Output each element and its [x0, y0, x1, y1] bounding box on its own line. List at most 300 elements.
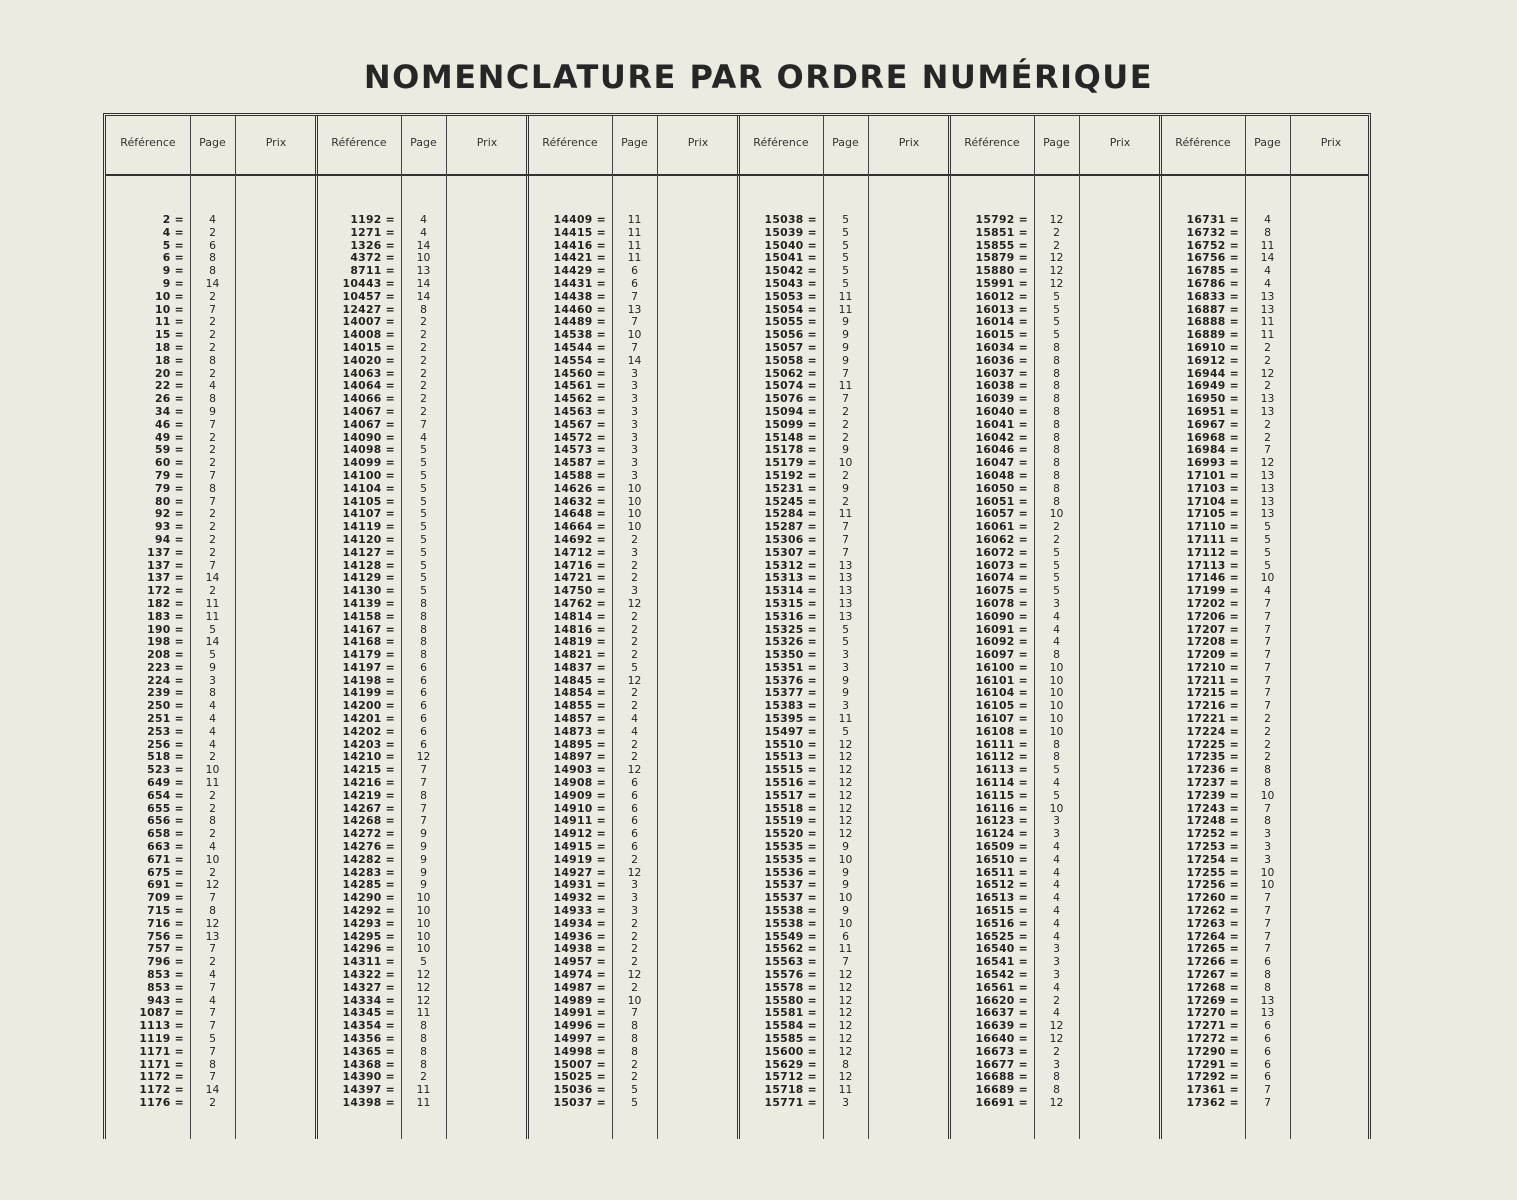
reference-cell: 656 = [147, 814, 184, 828]
page-cell: 12 [838, 968, 853, 982]
reference-cell: 250 = [147, 699, 184, 713]
reference-cell: 14099 = [342, 456, 395, 470]
reference-cell: 16038 = [975, 379, 1028, 393]
page-cell: 12 [838, 1070, 853, 1084]
page-cell: 5 [420, 571, 427, 585]
reference-cell: 17254 = [1186, 852, 1239, 866]
reference-cell: 16511 = [975, 865, 1028, 879]
page-cell: 4 [209, 968, 216, 982]
reference-cell: 15562 = [764, 942, 817, 956]
page-cell: 3 [631, 379, 638, 393]
reference-cell: 17103 = [1186, 481, 1239, 495]
reference-cell: 15192 = [764, 468, 817, 482]
reference-cell: 1176 = [139, 1095, 184, 1109]
page-cell: 5 [842, 251, 849, 265]
page-cell: 8 [209, 264, 216, 278]
reference-cell: 16968 = [1186, 430, 1239, 444]
page-cell: 10 [1049, 673, 1064, 687]
reference-cell: 16111 = [975, 737, 1028, 751]
reference-cell: 16078 = [975, 596, 1028, 610]
page-cell: 8 [420, 596, 427, 610]
page-cell: 10 [416, 942, 431, 956]
reference-cell: 15851 = [975, 225, 1028, 239]
page-cell: 2 [631, 686, 638, 700]
reference-cell: 16037 = [975, 366, 1028, 380]
reference-cell: 16039 = [975, 392, 1028, 406]
reference-cell: 14573 = [553, 443, 606, 457]
page-cell: 10 [1049, 801, 1064, 815]
reference-cell: 59 = [154, 443, 184, 457]
reference-cell: 17199 = [1186, 584, 1239, 598]
reference-cell: 14199 = [342, 686, 395, 700]
reference-cell: 14292 = [342, 904, 395, 918]
reference-cell: 16912 = [1186, 353, 1239, 367]
page-cell: 6 [631, 776, 638, 790]
column-divider [657, 116, 658, 1139]
page-cell: 7 [631, 289, 638, 303]
page-cell: 10 [416, 916, 431, 930]
reference-cell: 15584 = [764, 1019, 817, 1033]
page-cell: 4 [1053, 891, 1060, 905]
page-cell: 11 [1260, 315, 1275, 329]
page-cell: 10 [627, 993, 642, 1007]
reference-cell: 15042 = [764, 264, 817, 278]
page-cell: 9 [420, 878, 427, 892]
reference-cell: 15549 = [764, 929, 817, 943]
reference-cell: 15712 = [764, 1070, 817, 1084]
page-cell: 6 [1264, 1032, 1271, 1045]
page-cell: 6 [420, 712, 427, 726]
reference-cell: 16012 = [975, 289, 1028, 303]
page-cell: 3 [1053, 955, 1060, 969]
page-cell: 4 [1053, 865, 1060, 879]
reference-cell: 14327 = [342, 980, 395, 994]
reference-cell: 15314 = [764, 584, 817, 598]
page-cell: 5 [842, 622, 849, 636]
page-cell: 8 [1264, 776, 1271, 790]
page-cell: 10 [416, 904, 431, 918]
page-cell: 2 [209, 225, 216, 239]
page-cell: 2 [1264, 379, 1271, 393]
reference-cell: 16014 = [975, 315, 1028, 329]
page-cell: 13 [627, 302, 642, 316]
page-column [1034, 214, 1079, 1110]
page-cell: 2 [209, 443, 216, 457]
reference-cell: 14272 = [342, 827, 395, 841]
page-cell: 8 [1264, 814, 1271, 828]
page-cell: 4 [631, 712, 638, 726]
reference-cell: 16561 = [975, 980, 1028, 994]
page-cell: 12 [1049, 276, 1064, 290]
reference-cell: 16887 = [1186, 302, 1239, 316]
reference-cell: 16112 = [975, 750, 1028, 764]
reference-cell: 16541 = [975, 955, 1028, 969]
page-cell: 7 [1264, 660, 1271, 674]
reference-cell: 14933 = [553, 904, 606, 918]
reference-cell: 14293 = [342, 916, 395, 930]
header-reference: Référence [753, 136, 809, 149]
page-cell: 14 [205, 635, 220, 649]
reference-cell: 15245 = [764, 494, 817, 508]
page-cell: 4 [1053, 840, 1060, 854]
page-cell: 12 [1049, 1032, 1064, 1045]
page-cell: 2 [842, 430, 849, 444]
reference-cell: 16072 = [975, 545, 1028, 559]
page-cell: 7 [1264, 801, 1271, 815]
column-divider [446, 116, 447, 1139]
reference-cell: 14415 = [553, 225, 606, 239]
reference-cell: 14712 = [553, 545, 606, 559]
reference-cell: 15351 = [764, 660, 817, 674]
page-cell: 4 [1053, 622, 1060, 636]
reference-cell: 16516 = [975, 916, 1028, 930]
reference-cell: 14429 = [553, 264, 606, 278]
header-prix: Prix [687, 136, 709, 149]
page-cell: 2 [631, 1057, 638, 1071]
reference-cell: 16057 = [975, 507, 1028, 521]
page-cell: 5 [209, 1032, 216, 1045]
reference-cell: 34 = [154, 404, 184, 418]
page-cell: 9 [842, 353, 849, 367]
reference-cell: 2 = [162, 213, 184, 226]
reference-cell: 17270 = [1186, 1006, 1239, 1020]
page-cell: 2 [420, 340, 427, 354]
reference-cell: 16097 = [975, 648, 1028, 662]
page-cell: 9 [842, 340, 849, 354]
page-cell: 9 [420, 840, 427, 854]
reference-cell: 14909 = [553, 788, 606, 802]
page-cell: 4 [420, 430, 427, 444]
page-cell: 7 [1264, 1083, 1271, 1097]
page-cell: 10 [1260, 571, 1275, 585]
reference-cell: 15520 = [764, 827, 817, 841]
reference-cell: 16073 = [975, 558, 1028, 572]
header-page: Page [410, 136, 437, 149]
page-cell: 4 [1264, 213, 1271, 226]
reference-cell: 17271 = [1186, 1019, 1239, 1033]
reference-cell: 14903 = [553, 763, 606, 777]
reference-cell: 17207 = [1186, 622, 1239, 636]
reference-cell: 15771 = [764, 1095, 817, 1109]
reference-cell: 16107 = [975, 712, 1028, 726]
page-cell: 8 [1264, 980, 1271, 994]
page-cell: 5 [420, 558, 427, 572]
page-cell: 7 [209, 1070, 216, 1084]
page-cell: 5 [1264, 558, 1271, 572]
page-cell: 2 [209, 865, 216, 879]
reference-cell: 15518 = [764, 801, 817, 815]
page-cell: 3 [1053, 942, 1060, 956]
reference-cell: 16950 = [1186, 392, 1239, 406]
page-cell: 11 [416, 1095, 431, 1109]
reference-cell: 15879 = [975, 251, 1028, 265]
column-divider [1290, 116, 1291, 1139]
reference-cell: 16048 = [975, 468, 1028, 482]
page-cell: 13 [1260, 993, 1275, 1007]
reference-cell: 14989 = [553, 993, 606, 1007]
page-cell: 5 [1264, 545, 1271, 559]
page-cell: 7 [420, 763, 427, 777]
reference-cell: 518 = [147, 750, 184, 764]
page-cell: 12 [838, 776, 853, 790]
page-cell: 2 [209, 584, 216, 598]
reference-cell: 16040 = [975, 404, 1028, 418]
reference-cell: 17255 = [1186, 865, 1239, 879]
page-cell: 7 [842, 520, 849, 534]
page-cell: 3 [631, 904, 638, 918]
reference-cell: 15519 = [764, 814, 817, 828]
reference-cell: 17208 = [1186, 635, 1239, 649]
reference-cell: 16061 = [975, 520, 1028, 534]
reference-cell: 16542 = [975, 968, 1028, 982]
reference-cell: 15855 = [975, 238, 1028, 252]
page-cell: 2 [631, 929, 638, 943]
reference-cell: 15513 = [764, 750, 817, 764]
page-cell: 10 [838, 891, 853, 905]
reference-cell: 14202 = [342, 724, 395, 738]
page-column [823, 214, 868, 1110]
reference-cell: 14107 = [342, 507, 395, 521]
page-cell: 8 [631, 1019, 638, 1033]
page-cell: 7 [420, 776, 427, 790]
page-cell: 2 [420, 328, 427, 342]
reference-cell: 15585 = [764, 1032, 817, 1045]
reference-cell: 4372 = [350, 251, 395, 265]
reference-cell: 14311 = [342, 955, 395, 969]
page-cell: 8 [1053, 430, 1060, 444]
page-cell: 5 [420, 443, 427, 457]
reference-cell: 17262 = [1186, 904, 1239, 918]
reference-cell: 15036 = [553, 1083, 606, 1097]
page-cell: 5 [1264, 520, 1271, 534]
reference-cell: 14845 = [553, 673, 606, 687]
reference-cell: 14104 = [342, 481, 395, 495]
reference-cell: 15287 = [764, 520, 817, 534]
reference-cell: 15055 = [764, 315, 817, 329]
page-cell: 8 [420, 635, 427, 649]
page-cell: 12 [838, 788, 853, 802]
reference-cell: 14179 = [342, 648, 395, 662]
reference-cell: 1171 = [139, 1044, 184, 1058]
reference-cell: 691 = [147, 878, 184, 892]
page-cell: 8 [1053, 340, 1060, 354]
page-cell: 5 [1053, 545, 1060, 559]
page-cell: 7 [209, 980, 216, 994]
page-column [1245, 214, 1290, 1110]
page-cell: 2 [1264, 750, 1271, 764]
page-cell: 13 [838, 584, 853, 598]
reference-cell: 16100 = [975, 660, 1028, 674]
page-cell: 5 [1053, 302, 1060, 316]
page-cell: 4 [1264, 584, 1271, 598]
reference-cell: 190 = [147, 622, 184, 636]
page-cell: 3 [842, 648, 849, 662]
reference-cell: 14158 = [342, 609, 395, 623]
page-cell: 5 [1053, 788, 1060, 802]
page-cell: 8 [1053, 737, 1060, 751]
reference-cell: 523 = [147, 763, 184, 777]
page-cell: 2 [420, 404, 427, 418]
reference-cell: 14934 = [553, 916, 606, 930]
reference-cell: 15038 = [764, 213, 817, 226]
reference-cell: 675 = [147, 865, 184, 879]
reference-cell: 14295 = [342, 929, 395, 943]
page-cell: 2 [209, 507, 216, 521]
page-cell: 5 [842, 225, 849, 239]
page-cell: 4 [420, 213, 427, 226]
page-cell: 12 [838, 1019, 853, 1033]
page-cell: 8 [1053, 481, 1060, 495]
reference-cell: 182 = [147, 596, 184, 610]
page-cell: 11 [838, 507, 853, 521]
reference-cell: 14197 = [342, 660, 395, 674]
reference-cell: 16123 = [975, 814, 1028, 828]
page-cell: 5 [209, 648, 216, 662]
page-cell: 2 [842, 494, 849, 508]
page-cell: 5 [842, 264, 849, 278]
reference-cell: 14421 = [553, 251, 606, 265]
page-cell: 4 [209, 840, 216, 854]
page-cell: 11 [1260, 328, 1275, 342]
reference-cell: 16640 = [975, 1032, 1028, 1045]
reference-cell: 15535 = [764, 852, 817, 866]
reference-cell: 16013 = [975, 302, 1028, 316]
reference-cell: 17224 = [1186, 724, 1239, 738]
page-cell: 5 [420, 507, 427, 521]
page-cell: 10 [1260, 788, 1275, 802]
reference-cell: 183 = [147, 609, 184, 623]
reference-cell: 14210 = [342, 750, 395, 764]
page-cell: 9 [420, 865, 427, 879]
reference-cell: 14267 = [342, 801, 395, 815]
reference-cell: 15025 = [553, 1070, 606, 1084]
reference-cell: 22 = [154, 379, 184, 393]
reference-cell: 16951 = [1186, 404, 1239, 418]
page-cell: 7 [1264, 891, 1271, 905]
page-cell: 13 [1260, 494, 1275, 508]
page-cell: 2 [631, 609, 638, 623]
page-cell: 6 [420, 737, 427, 751]
page-cell: 6 [631, 840, 638, 854]
page-cell: 2 [209, 788, 216, 802]
reference-cell: 16910 = [1186, 340, 1239, 354]
page-cell: 8 [631, 1044, 638, 1058]
page-cell: 2 [1264, 712, 1271, 726]
reference-cell: 16620 = [975, 993, 1028, 1007]
reference-cell: 14538 = [553, 328, 606, 342]
reference-cell: 15231 = [764, 481, 817, 495]
header-reference: Référence [120, 136, 176, 149]
page-cell: 6 [842, 929, 849, 943]
reference-cell: 16639 = [975, 1019, 1028, 1033]
reference-cell: 14431 = [553, 276, 606, 290]
page-cell: 2 [631, 737, 638, 751]
page-cell: 7 [1264, 609, 1271, 623]
reference-cell: 15880 = [975, 264, 1028, 278]
page-cell: 5 [842, 724, 849, 738]
page-cell: 8 [1264, 763, 1271, 777]
page-cell: 8 [1053, 443, 1060, 457]
reference-cell: 17291 = [1186, 1057, 1239, 1071]
reference-cell: 16888 = [1186, 315, 1239, 329]
header-page: Page [1254, 136, 1281, 149]
page-cell: 3 [631, 430, 638, 444]
page-cell: 7 [420, 417, 427, 431]
page-cell: 6 [420, 699, 427, 713]
reference-cell: 16074 = [975, 571, 1028, 585]
reference-cell: 16510 = [975, 852, 1028, 866]
page-cell: 2 [209, 289, 216, 303]
reference-cell: 14991 = [553, 1006, 606, 1020]
page-cell: 7 [209, 417, 216, 431]
page-cell: 12 [416, 968, 431, 982]
reference-cell: 14354 = [342, 1019, 395, 1033]
reference-cell: 16513 = [975, 891, 1028, 905]
page-cell: 2 [631, 558, 638, 572]
reference-cell: 14997 = [553, 1032, 606, 1045]
reference-cell: 671 = [147, 852, 184, 866]
reference-cell: 14721 = [553, 571, 606, 585]
column-divider [1079, 116, 1080, 1139]
page-cell: 2 [420, 315, 427, 329]
reference-column [1161, 214, 1239, 1110]
page-cell: 9 [842, 481, 849, 495]
page-cell: 2 [1053, 225, 1060, 239]
page-cell: 8 [209, 481, 216, 495]
page-cell: 10 [1260, 865, 1275, 879]
reference-cell: 14855 = [553, 699, 606, 713]
page-cell: 8 [842, 1057, 849, 1071]
reference-cell: 12427 = [342, 302, 395, 316]
reference-cell: 14632 = [553, 494, 606, 508]
reference-cell: 15315 = [764, 596, 817, 610]
header-prix: Prix [1109, 136, 1131, 149]
page-cell: 13 [1260, 1006, 1275, 1020]
reference-cell: 251 = [147, 712, 184, 726]
page-cell: 7 [1264, 686, 1271, 700]
page-cell: 14 [627, 353, 642, 367]
reference-cell: 16104 = [975, 686, 1028, 700]
reference-cell: 17211 = [1186, 673, 1239, 687]
page-cell: 7 [1264, 673, 1271, 687]
page-cell: 7 [420, 801, 427, 815]
page-cell: 7 [1264, 596, 1271, 610]
reference-cell: 15578 = [764, 980, 817, 994]
page-cell: 3 [1053, 968, 1060, 982]
reference-cell: 1326 = [350, 238, 395, 252]
page-cell: 3 [631, 392, 638, 406]
page-cell: 2 [631, 955, 638, 969]
reference-cell: 16752 = [1186, 238, 1239, 252]
reference-cell: 16967 = [1186, 417, 1239, 431]
reference-cell: 239 = [147, 686, 184, 700]
reference-cell: 14819 = [553, 635, 606, 649]
reference-cell: 17243 = [1186, 801, 1239, 815]
page-cell: 3 [1264, 827, 1271, 841]
page-cell: 2 [1264, 340, 1271, 354]
page-cell: 4 [209, 724, 216, 738]
reference-cell: 14216 = [342, 776, 395, 790]
page-cell: 3 [1053, 1057, 1060, 1071]
reference-cell: 15576 = [764, 968, 817, 982]
reference-cell: 14139 = [342, 596, 395, 610]
page-cell: 5 [1053, 328, 1060, 342]
reference-cell: 15535 = [764, 840, 817, 854]
header-reference: Référence [331, 136, 387, 149]
page-cell: 6 [631, 827, 638, 841]
reference-cell: 14560 = [553, 366, 606, 380]
reference-cell: 14167 = [342, 622, 395, 636]
